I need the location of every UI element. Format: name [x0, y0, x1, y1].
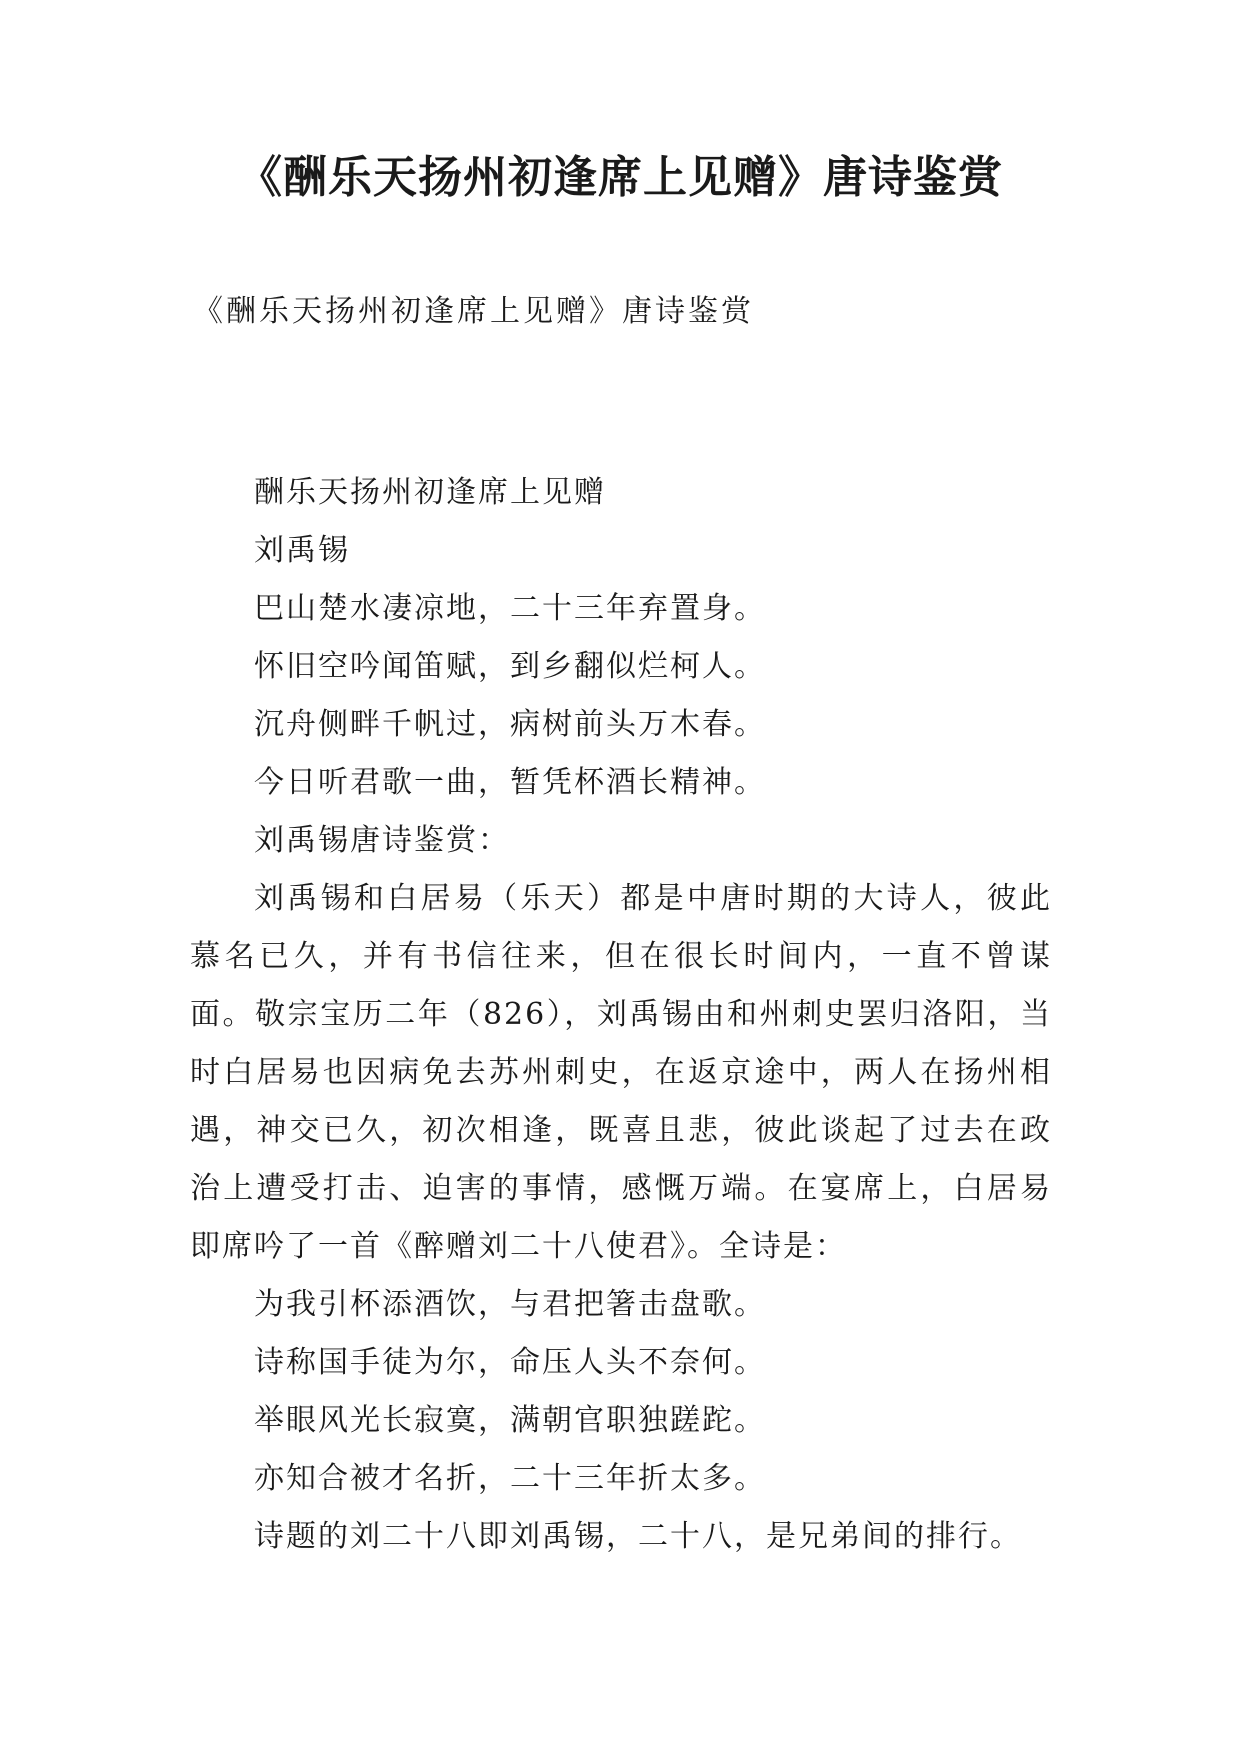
appreciation-paragraph: 刘禹锡和白居易（乐天）都是中唐时期的大诗人，彼此慕名已久，并有书信往来，但在很长时间内，一直不曾谋面。敬宗宝历二年（826），刘禹锡由和州刺史罢归洛阳，当时白居易也因病免去苏州刺史，在返京途中，两人在扬州相遇，神交已久，初次相逢，既喜且悲，彼此谈起了过去在政治上遭受打击、迫害的事情，感慨万端。在宴席上，白居易即席吟了一首《醉赠刘二十八使君》。全诗是： — [190, 881, 1052, 1264]
appreciation-heading: 刘禹锡唐诗鉴赏： — [254, 823, 510, 858]
quoted-poem-line: 亦知合被才名折，二十三年折太多。 — [254, 1461, 766, 1496]
quoted-poem-line: 为我引杯添酒饮，与君把箸击盘歌。 — [254, 1287, 766, 1322]
quoted-poem-line: 诗称国手徒为尔，命压人头不奈何。 — [254, 1345, 766, 1380]
document-subtitle: 《酬乐天扬州初逢席上见赠》唐诗鉴赏 — [193, 294, 754, 329]
poem-line: 巴山楚水凄凉地，二十三年弃置身。 — [254, 591, 766, 626]
poem-line: 今日听君歌一曲，暂凭杯酒长精神。 — [254, 765, 766, 800]
poem-line: 怀旧空吟闻笛赋，到乡翻似烂柯人。 — [254, 649, 766, 684]
document-body — [190, 464, 1052, 1566]
quoted-poem-line: 举眼风光长寂寞，满朝官职独蹉跎。 — [254, 1403, 766, 1438]
poem-line: 沉舟侧畔千帆过，病树前头万木春。 — [254, 707, 766, 742]
document-title: 《酬乐天扬州初逢席上见赠》唐诗鉴赏 — [238, 152, 1003, 203]
poem-title: 酬乐天扬州初逢席上见赠 — [254, 475, 606, 510]
closing-line: 诗题的刘二十八即刘禹锡，二十八，是兄弟间的排行。 — [254, 1519, 1022, 1554]
poem-author: 刘禹锡 — [254, 533, 350, 568]
